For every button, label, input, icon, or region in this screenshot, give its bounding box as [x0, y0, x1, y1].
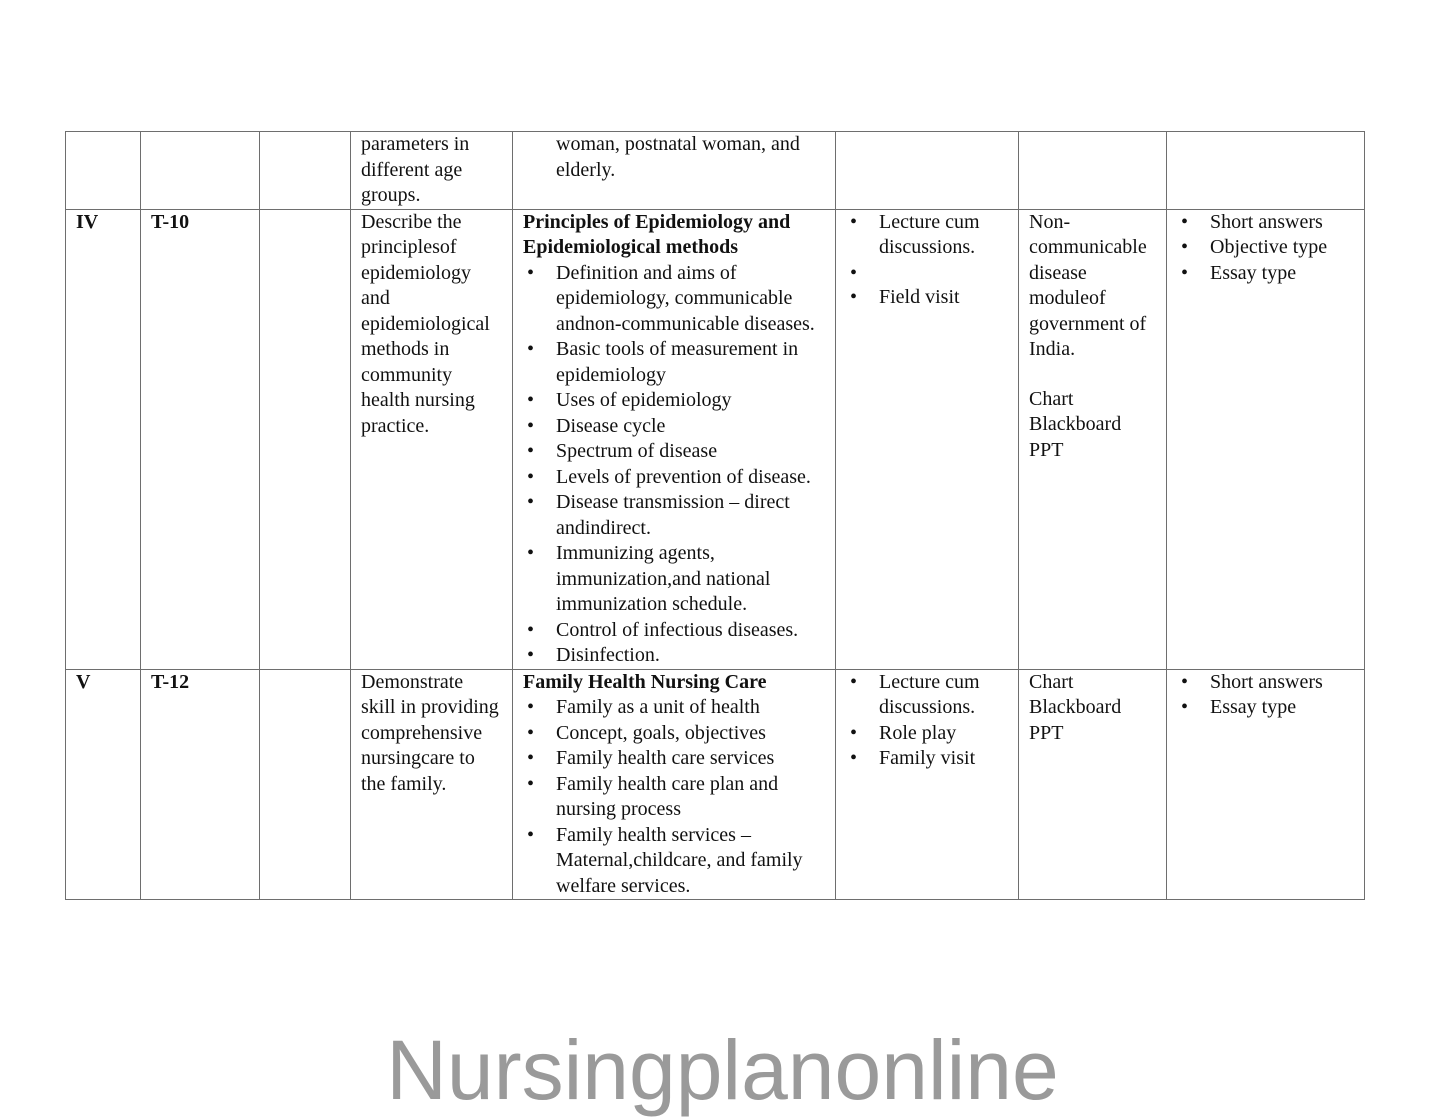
list-item: • Levels of prevention of disease.: [523, 465, 825, 491]
aids-item: Chart: [1029, 670, 1074, 693]
aids-spacer: [1029, 363, 1156, 387]
content-continuation: woman, postnatal woman, and elderly.: [556, 133, 800, 181]
aids-item: Blackboard: [1029, 413, 1122, 435]
list-item: • Definition and aims of epidemiology, communicable andnon-communicable diseases.: [523, 261, 825, 338]
objective-cell: Demonstrate skill in providing comprehensive nursingcare to the family.: [351, 669, 513, 900]
table-row: [66, 132, 1365, 210]
blank-cell: [260, 132, 351, 210]
methods-cell: [836, 669, 1019, 900]
list-item: • Family health care plan and nursing process: [523, 772, 825, 823]
time-cell: T-12: [141, 669, 260, 900]
table-row: [66, 209, 1365, 669]
list-item: • Lecture cum discussions.: [846, 670, 1008, 721]
evaluation-list: [1177, 670, 1354, 721]
list-item: • Concept, goals, objectives: [523, 721, 825, 747]
list-item: • Uses of epidemiology: [523, 388, 825, 414]
methods-list: [846, 670, 1008, 772]
unit-cell: [66, 132, 141, 210]
methods-cell: [836, 132, 1019, 210]
list-item: • Family visit: [846, 746, 1008, 772]
aids-cell: [1019, 209, 1167, 669]
list-item: • Family health care services: [523, 746, 825, 772]
aids-item: Chart: [1029, 387, 1074, 410]
list-item: • Disease transmission – direct andindirect.: [523, 490, 825, 541]
content-list: [523, 695, 825, 899]
list-item: • Spectrum of disease: [523, 439, 825, 465]
evaluation-cell: [1167, 669, 1365, 900]
list-item: • Short answers: [1177, 210, 1354, 236]
aids-cell: [1019, 132, 1167, 210]
time-cell: T-10: [141, 209, 260, 669]
list-item: • Lecture cum discussions.: [846, 210, 1008, 261]
objective-cell: Describe the principlesof epidemiology and epidemiological methods in community health nursing practice.: [351, 209, 513, 669]
aids-text: Non-communicable disease moduleof government of India.: [1029, 210, 1147, 360]
aids-cell: [1019, 669, 1167, 900]
list-item: • Family health services – Maternal,childcare, and family welfare services.: [523, 823, 825, 900]
watermark: Nursingplanonline: [386, 1023, 1059, 1117]
time-cell: [141, 132, 260, 210]
content-cell: [513, 669, 836, 900]
content-cell: [513, 132, 836, 210]
blank-cell: [260, 669, 351, 900]
content-heading: Principles of Epidemiology and Epidemiological methods: [523, 210, 791, 258]
aids-item: PPT: [1029, 438, 1064, 461]
table-row: [66, 669, 1365, 900]
evaluation-cell: [1167, 209, 1365, 669]
unit-cell: IV: [66, 209, 141, 669]
list-item: • Short answers: [1177, 670, 1354, 696]
list-item: • Family as a unit of health: [523, 695, 825, 721]
content-cell: [513, 209, 836, 669]
evaluation-cell: [1167, 132, 1365, 210]
unit-cell: V: [66, 669, 141, 900]
content-list: [523, 261, 825, 669]
aids-item: PPT: [1029, 721, 1064, 744]
list-item: • Basic tools of measurement in epidemiology: [523, 337, 825, 388]
list-item: • Control of infectious diseases.: [523, 618, 825, 644]
list-item: • Essay type: [1177, 261, 1354, 287]
list-item: • Field visit: [846, 285, 1008, 311]
list-item: • Immunizing agents, immunization,and national immunization schedule.: [523, 541, 825, 618]
methods-cell: [836, 209, 1019, 669]
list-item: • Objective type: [1177, 235, 1354, 261]
list-item: • Essay type: [1177, 695, 1354, 721]
list-item: • Disease cycle: [523, 414, 825, 440]
methods-list: [846, 210, 1008, 311]
curriculum-table: [65, 131, 1365, 900]
evaluation-list: [1177, 210, 1354, 287]
blank-cell: [260, 209, 351, 669]
list-spacer: [846, 261, 1008, 285]
content-heading: Family Health Nursing Care: [523, 670, 767, 693]
list-item: • Disinfection.: [523, 643, 825, 669]
aids-item: Blackboard: [1029, 696, 1122, 718]
list-item: • Role play: [846, 721, 1008, 747]
objective-cell: parameters in different age groups.: [351, 132, 513, 210]
